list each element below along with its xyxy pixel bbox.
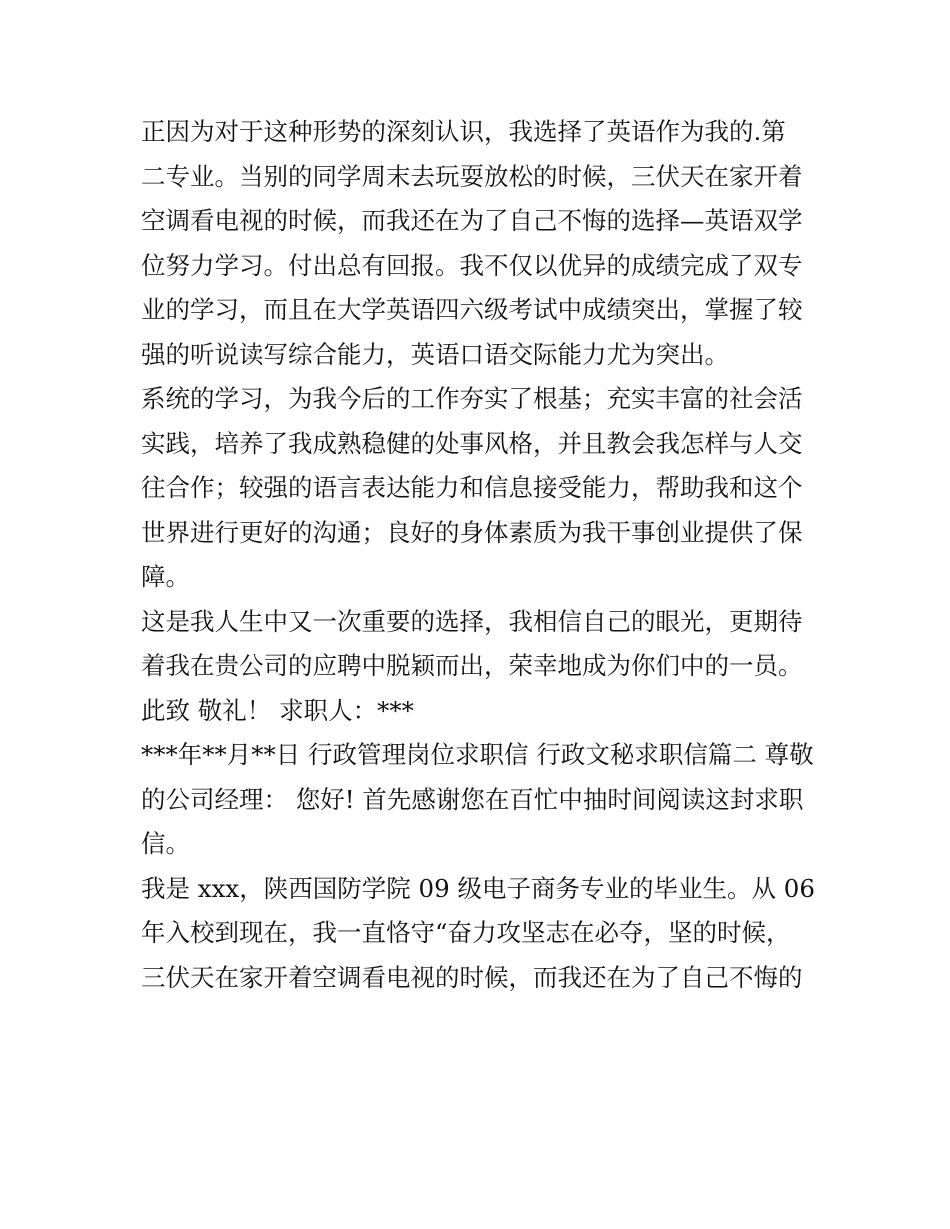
text-line: 实践，培养了我成熟稳健的处事风格，并且教会我怎样与人交	[141, 428, 803, 458]
text-line: 业的学习，而且在大学英语四六级考试中成绩突出，掌握了较	[141, 295, 803, 324]
text-line: 的公司经理： 您好! 首先感谢您在百忙中抽时间阅读这封求职	[141, 784, 804, 814]
text-line: 正因为对于这种形势的深刻认识，我选择了英语作为我的.第	[141, 117, 786, 146]
text-line: ***年**月**日 行政管理岗位求职信 行政文秘求职信篇二 尊敬	[141, 740, 814, 769]
text-line: 我是 xxx，陕西国防学院 09 级电子商务专业的毕业生。从 06	[141, 873, 815, 903]
text-line: 二专业。当别的同学周末去玩耍放松的时候，三伏天在家开着	[141, 161, 803, 191]
text-line: 三伏天在家开着空调看电视的时候，而我还在为了自己不悔的	[141, 962, 803, 992]
text-line: 障。	[141, 562, 190, 591]
document-body	[141, 110, 816, 1000]
text-line: 往合作；较强的语言表达能力和信息接受能力，帮助我和这个	[141, 473, 803, 502]
text-line: 这是我人生中又一次重要的选择，我相信自己的眼光，更期待	[141, 606, 803, 636]
text-line: 强的听说读写综合能力，英语口语交际能力尤为突出。	[141, 339, 729, 369]
text-line: 年入校到现在，我一直恪守“奋力攻坚志在必夺，坚的时候，	[141, 918, 791, 947]
text-line: 空调看电视的时候，而我还在为了自己不悔的选择—英语双学	[141, 206, 803, 235]
text-line: 位努力学习。付出总有回报。我不仅以优异的成绩完成了双专	[141, 250, 803, 280]
text-line: 着我在贵公司的应聘中脱颖而出，荣幸地成为你们中的一员。	[141, 651, 803, 680]
text-line: 信。	[141, 829, 190, 858]
text-line: 系统的学习，为我今后的工作夯实了根基；充实丰富的社会活	[141, 384, 803, 413]
text-line: 世界进行更好的沟通；良好的身体素质为我干事创业提供了保	[141, 517, 803, 547]
text-line: 此致 敬礼！ 求职人：***	[141, 695, 414, 725]
